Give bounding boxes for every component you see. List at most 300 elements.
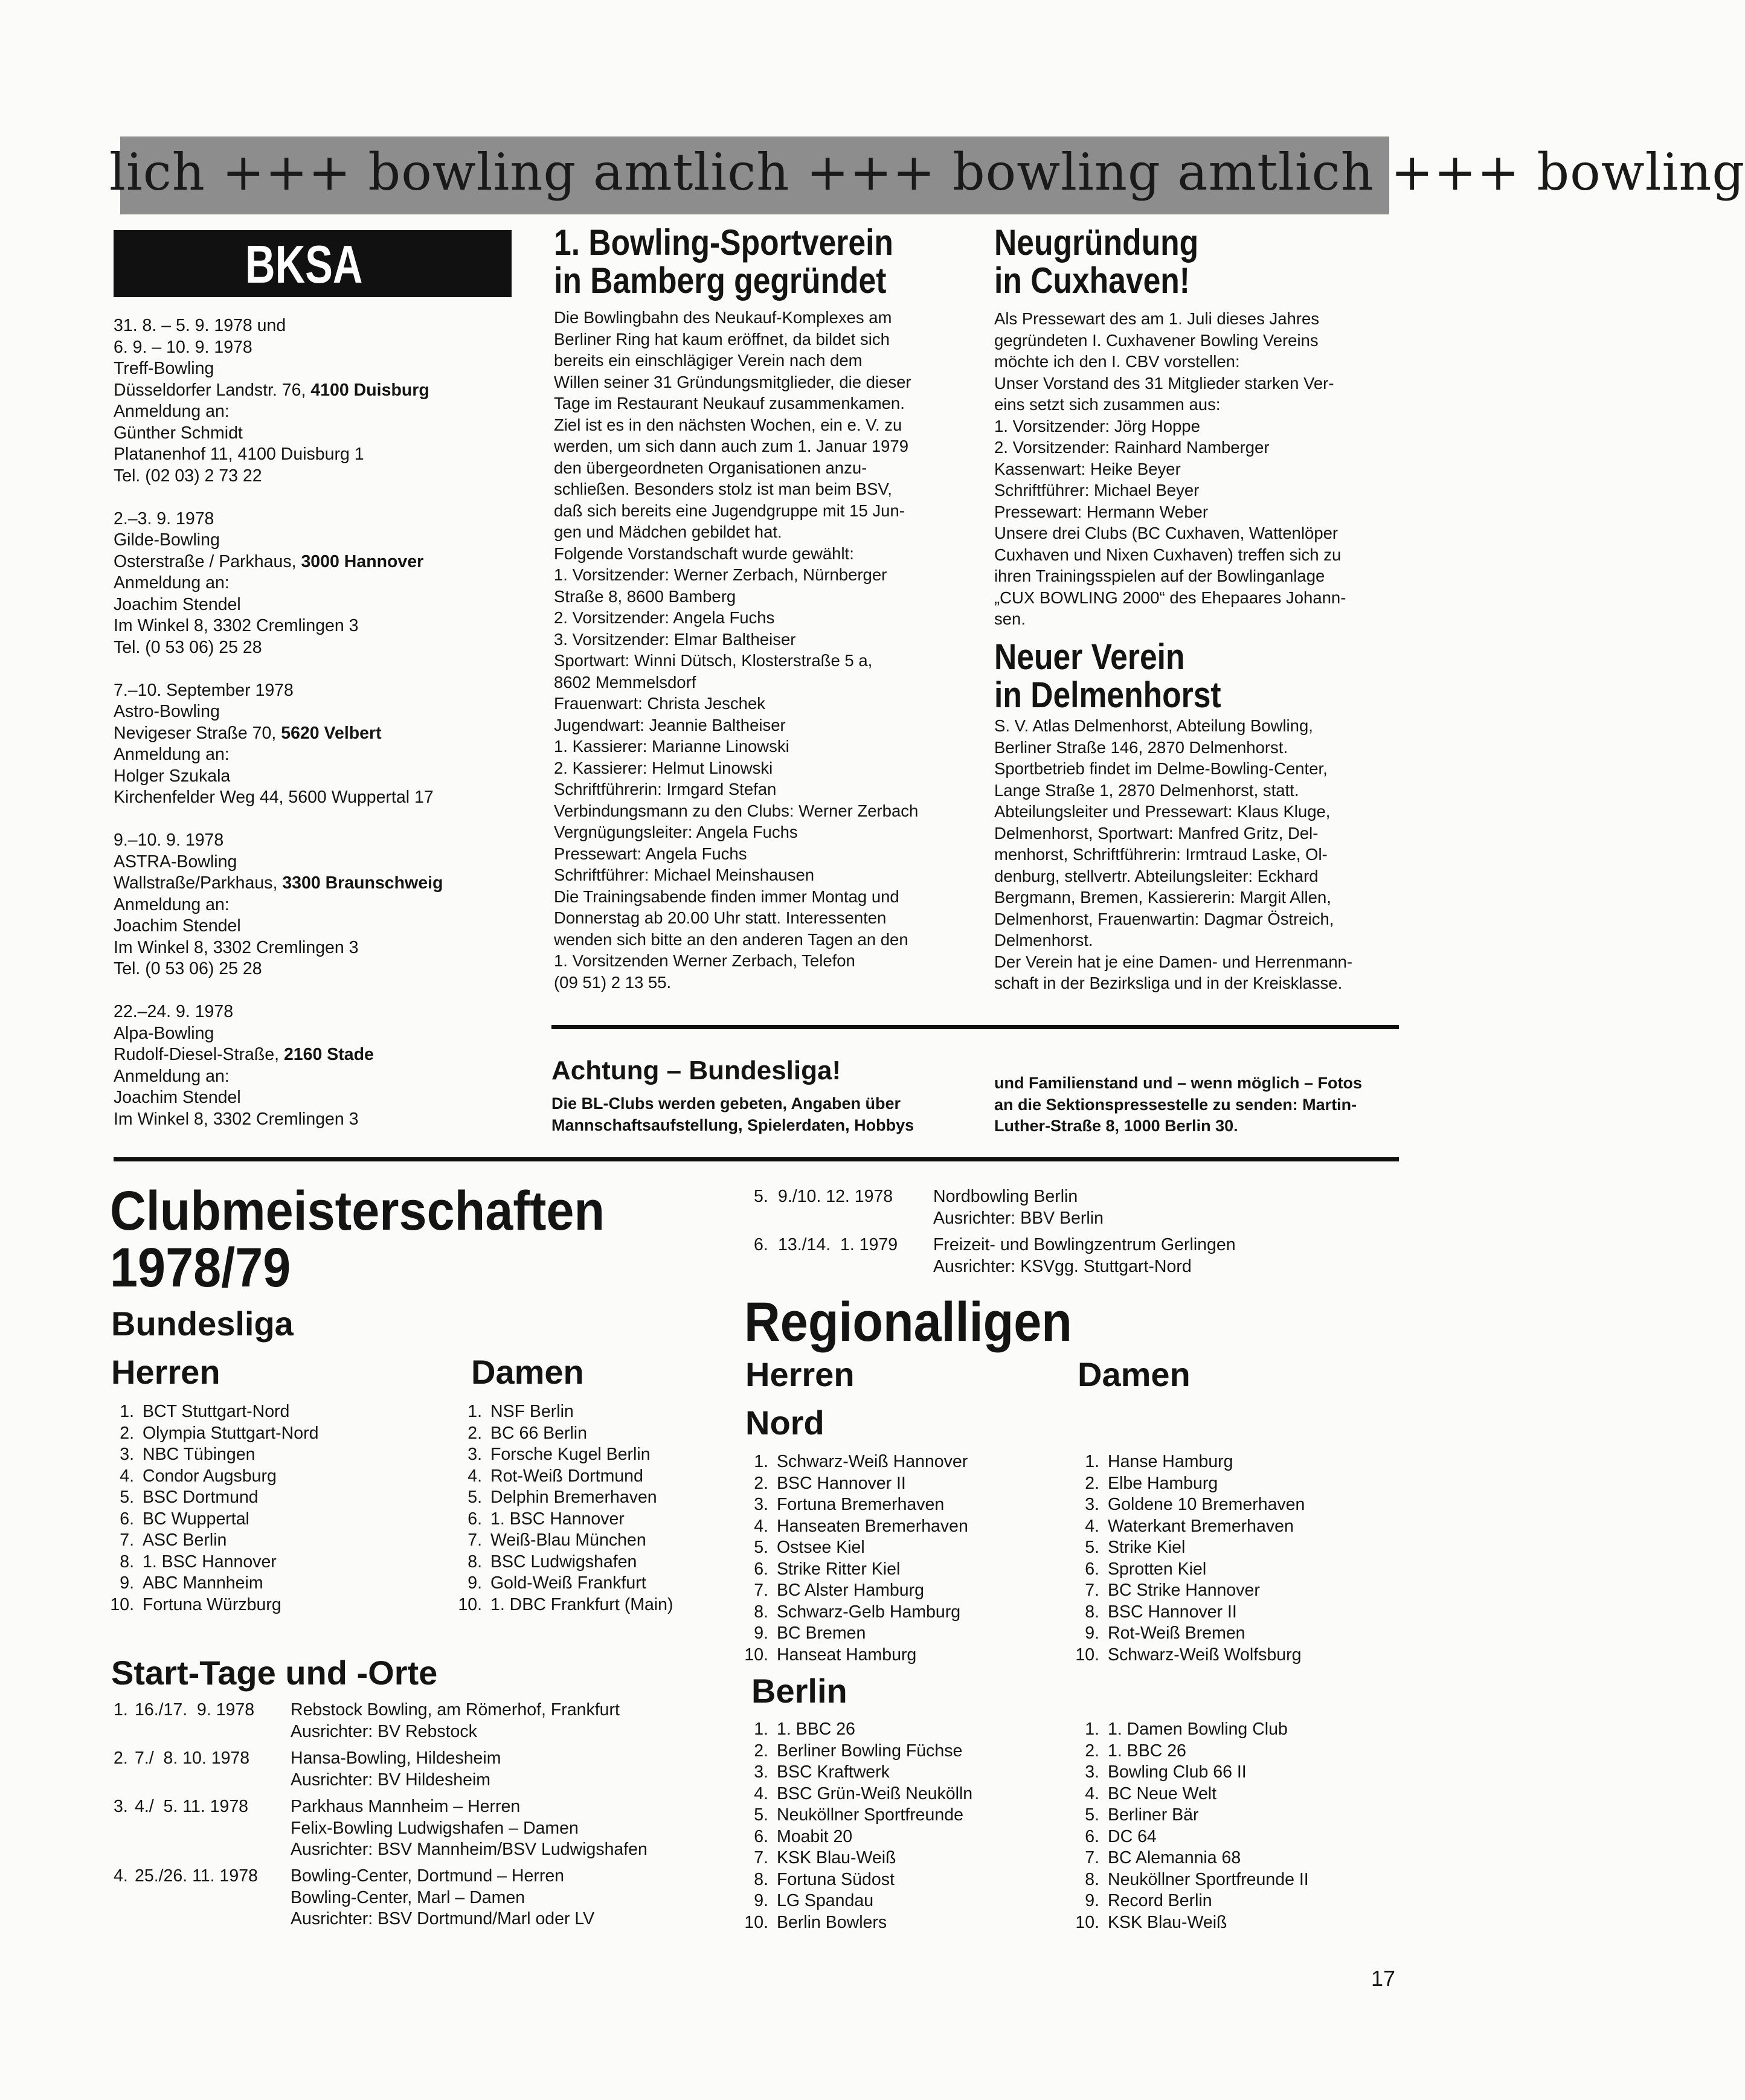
text: „CUX BOWLING 2000“ des Ehepaares Johann- (994, 588, 1346, 607)
text-line (114, 894, 443, 916)
text-line (994, 737, 1352, 759)
list-item (1073, 1741, 1309, 1762)
text: Im Winkel 8, 3302 Cremlingen 3 (114, 616, 359, 635)
text-line (994, 394, 1346, 416)
round-date: 16./17. 9. 1978 (135, 1700, 255, 1719)
text: 2.–3. 9. 1978 (114, 509, 214, 528)
text: denburg, stellvertr. Abteilungsleiter: Eckhard (994, 866, 1319, 885)
rank: 1. (468, 1402, 482, 1421)
text-line (554, 714, 918, 736)
text-line (554, 543, 918, 565)
text: 31. 8. – 5. 9. 1978 und (114, 316, 286, 335)
rank: 4. (754, 1516, 768, 1536)
text: Donnerstag ab 20.00 Uhr statt. Interessenten (554, 908, 887, 927)
rank: 5. (1085, 1538, 1099, 1557)
text: 2. Kassierer: Helmut Linowski (554, 758, 773, 777)
text: Bergmann, Bremen, Kassiererin: Margit Allen, (994, 888, 1331, 907)
text: Als Pressewart des am 1. Juli dieses Jahres (994, 309, 1319, 328)
list-item (742, 1826, 972, 1848)
list-item (455, 1466, 673, 1488)
text-line (994, 972, 1352, 994)
list-item (455, 1509, 673, 1530)
bksa-tournament-list (114, 315, 443, 1130)
text: 22.–24. 9. 1978 (114, 1002, 234, 1021)
text: möchte ich den I. CBV vorstellen: (994, 352, 1240, 371)
team-name: Gold-Weiß Frankfurt (490, 1573, 646, 1593)
text: 1. Vorsitzender: Werner Zerbach, Nürnberger (554, 565, 887, 584)
text-line (994, 887, 1352, 908)
text-line (114, 701, 443, 723)
list-item (1073, 1719, 1309, 1741)
text-line (114, 937, 443, 959)
cuxhaven-article (994, 308, 1346, 630)
rank: 2. (468, 1423, 482, 1443)
rank: 9. (120, 1573, 134, 1593)
list-item (742, 1473, 968, 1495)
bundesliga-damen-heading: Damen (471, 1353, 584, 1391)
text: Anmeldung an: (114, 573, 230, 592)
text: Joachim Stendel (114, 594, 241, 614)
text: schaft in der Bezirksliga und in der Kreisklasse. (994, 974, 1343, 992)
text-line (114, 315, 443, 337)
rank: 3. (468, 1445, 482, 1464)
text: Pressewart: Angela Fuchs (554, 844, 747, 863)
text: Anmeldung an: (114, 745, 230, 764)
text-line (994, 608, 1346, 630)
spacer (114, 980, 443, 1002)
text: Unser Vorstand des 31 Mitglieder starken Ver- (994, 373, 1334, 393)
text-line (114, 423, 443, 445)
rank: 8. (468, 1552, 482, 1572)
round-date: 7./ 8. 10. 1978 (135, 1748, 250, 1768)
text-line (554, 414, 918, 436)
team-name: BC Neue Welt (1108, 1784, 1217, 1803)
spacer (114, 487, 443, 509)
rank: 5. (120, 1488, 134, 1507)
list-item (742, 1623, 968, 1645)
text: bereits ein einschlägiger Verein nach dem (554, 351, 863, 370)
rank: 10. (744, 1645, 768, 1665)
round-date: 9./10. 12. 1978 (778, 1187, 893, 1206)
text-line (114, 444, 443, 466)
achtung-text-left (551, 1093, 914, 1136)
venue-line: Parkhaus Mannheim – Herren (291, 1797, 521, 1816)
text: 9.–10. 9. 1978 (114, 830, 224, 850)
text-line (994, 351, 1346, 373)
text: Nevigeser Straße 70, (114, 723, 281, 743)
list-item (742, 1805, 972, 1826)
team-name: Sprotten Kiel (1108, 1559, 1207, 1579)
text-line (994, 587, 1346, 609)
team-name: Berlin Bowlers (777, 1912, 887, 1932)
text: Alpa-Bowling (114, 1023, 214, 1043)
rank: 7. (468, 1530, 482, 1550)
text-line (554, 521, 918, 543)
rank: 6. (754, 1559, 768, 1579)
team-name: Hanse Hamburg (1108, 1452, 1233, 1471)
text: 7.–10. September 1978 (114, 680, 294, 700)
text-line (554, 800, 918, 822)
rank: 4. (1085, 1516, 1099, 1536)
list-item (1073, 1580, 1305, 1602)
list-item (455, 1594, 673, 1616)
text: Delmenhorst, Sportwart: Manfred Gritz, Del- (994, 823, 1319, 843)
round-number: 5. (754, 1187, 768, 1206)
text: ASTRA-Bowling (114, 852, 237, 872)
rank: 9. (1085, 1623, 1099, 1643)
text-line (114, 744, 443, 766)
text-line (554, 693, 918, 714)
venue-line: Rebstock Bowling, am Römerhof, Frankfurt (291, 1700, 620, 1719)
team-name: NBC Tübingen (143, 1445, 255, 1464)
text: 2. Vorsitzender: Rainhard Namberger (994, 438, 1270, 457)
text: Schriftführer: Michael Beyer (994, 481, 1200, 499)
rank: 7. (754, 1848, 768, 1867)
rank: 8. (754, 1602, 768, 1622)
text-line (114, 873, 443, 894)
clubmeisterschaften-title: Clubmeisterschaften 1978/79 (110, 1180, 605, 1299)
list-item (1073, 1645, 1305, 1666)
text-line (114, 530, 443, 551)
rank: 1. (1085, 1452, 1099, 1471)
list-item (108, 1573, 318, 1594)
rank: 10. (744, 1912, 768, 1932)
list-item (455, 1530, 673, 1552)
rank: 10. (1075, 1645, 1099, 1665)
schedule-entry (114, 1700, 718, 1742)
text: Pressewart: Hermann Weber (994, 502, 1209, 521)
round-number: 2. (114, 1748, 128, 1768)
text-line (994, 1073, 1362, 1094)
team-name: DC 64 (1108, 1826, 1157, 1846)
text: sen. (994, 609, 1026, 628)
rank: 4. (468, 1466, 482, 1486)
team-name: Forsche Kugel Berlin (490, 1445, 651, 1464)
list-item (1073, 1559, 1305, 1581)
regionalligen-title: Regionalligen (744, 1291, 1072, 1353)
text: Delmenhorst. (994, 931, 1093, 949)
text: Cuxhaven und Nixen Cuxhaven) treffen sich zu (994, 545, 1342, 564)
text: ihren Trainingsspielen auf der Bowlinganlage (994, 567, 1325, 585)
text-line (994, 308, 1346, 330)
venue-line: Ausrichter: BBV Berlin (933, 1208, 1104, 1228)
text-line (554, 371, 918, 393)
rank: 5. (468, 1488, 482, 1507)
list-item (742, 1645, 968, 1666)
team-name: Schwarz-Weiß Wolfsburg (1108, 1645, 1302, 1665)
team-name: Rot-Weiß Dortmund (490, 1466, 643, 1486)
team-name: ASC Berlin (143, 1530, 227, 1550)
text-line (114, 680, 443, 702)
venue-line: Ausrichter: BSV Mannheim/BSV Ludwigshafen (291, 1840, 648, 1859)
text-line (554, 757, 918, 779)
cuxhaven-headline: Neugründung in Cuxhaven! (994, 222, 1199, 301)
achtung-text-right (994, 1073, 1362, 1137)
text-line (114, 830, 443, 852)
text: 1. Kassierer: Marianne Linowski (554, 737, 789, 756)
team-name: Fortuna Bremerhaven (777, 1495, 945, 1514)
text-line (994, 437, 1346, 458)
team-name: 1. BSC Hannover (490, 1509, 625, 1529)
text: Lange Straße 1, 2870 Delmenhorst, statt. (994, 780, 1299, 800)
text: Platanenhof 11, 4100 Duisburg 1 (114, 445, 364, 464)
team-name: Neuköllner Sportfreunde (777, 1805, 963, 1825)
text: den übergeordneten Organisationen anzu- (554, 458, 867, 477)
text: Die BL-Clubs werden gebeten, Angaben über (551, 1094, 901, 1113)
list-item (742, 1516, 968, 1538)
team-name: Hanseaten Bremerhaven (777, 1516, 968, 1536)
text-line (994, 501, 1346, 523)
text: Schriftführerin: Irmgard Stefan (554, 780, 777, 798)
rank: 4. (120, 1466, 134, 1486)
list-item (455, 1423, 673, 1445)
team-name: BSC Dortmund (143, 1488, 259, 1507)
rank: 1. (754, 1719, 768, 1739)
text-line (114, 401, 443, 423)
text-line (114, 787, 443, 809)
berlin-herren-list (742, 1719, 972, 1933)
text-line (554, 393, 918, 414)
list-item (1073, 1848, 1309, 1869)
text: Luther-Straße 8, 1000 Berlin 30. (994, 1117, 1238, 1135)
list-item (108, 1466, 318, 1488)
list-item (455, 1552, 673, 1573)
rank: 7. (1085, 1848, 1099, 1867)
text: Astro-Bowling (114, 702, 220, 721)
team-name: BC Alemannia 68 (1108, 1848, 1241, 1867)
venue-line: Felix-Bowling Ludwigshafen – Damen (291, 1818, 579, 1838)
team-name: 1. BBC 26 (777, 1719, 855, 1739)
text: Unsere drei Clubs (BC Cuxhaven, Wattenlöper (994, 524, 1338, 542)
list-item (108, 1487, 318, 1509)
team-name: 1. DBC Frankfurt (Main) (490, 1594, 673, 1614)
bundesliga-herren-heading: Herren (111, 1353, 220, 1391)
text-line (554, 457, 918, 479)
spacer (114, 658, 443, 680)
text-line (994, 951, 1352, 973)
team-name: Rot-Weiß Bremen (1108, 1623, 1245, 1643)
text-line (551, 1093, 914, 1115)
team-name: BSC Kraftwerk (777, 1762, 890, 1782)
text-line (994, 522, 1346, 544)
text: Frauenwart: Christa Jeschek (554, 694, 765, 713)
schedule-entry (754, 1235, 1358, 1277)
text-line (114, 1001, 443, 1023)
rank: 4. (754, 1784, 768, 1803)
list-item (742, 1762, 972, 1784)
rank: 2. (754, 1473, 768, 1493)
team-name: Bowling Club 66 II (1108, 1762, 1247, 1782)
nord-herren-list (742, 1451, 968, 1666)
text: Verbindungsmann zu den Clubs: Werner Zerbach (554, 801, 919, 820)
team-name: Olympia Stuttgart-Nord (143, 1423, 319, 1443)
rank: 5. (754, 1538, 768, 1557)
text-line (114, 1087, 443, 1109)
text: Treff-Bowling (114, 359, 214, 378)
rank: 7. (1085, 1581, 1099, 1600)
rank: 8. (754, 1869, 768, 1889)
rank: 1. (120, 1402, 134, 1421)
rank: 3. (754, 1495, 768, 1514)
venue-line: Hansa-Bowling, Hildesheim (291, 1748, 501, 1768)
rank: 3. (1085, 1762, 1099, 1782)
text: Tel. (0 53 06) 25 28 (114, 637, 262, 657)
text: Kirchenfelder Weg 44, 5600 Wuppertal 17 (114, 788, 434, 807)
text-line (554, 650, 918, 672)
list-item (742, 1494, 968, 1516)
text: Wallstraße/Parkhaus, (114, 873, 283, 893)
list-item (742, 1580, 968, 1602)
list-item (1073, 1537, 1305, 1559)
list-item (742, 1741, 972, 1762)
venue-line: Bowling-Center, Dortmund – Herren (291, 1866, 565, 1886)
text: Ziel ist es in den nächsten Wochen, ein e. V. zu (554, 415, 902, 434)
text: Anmeldung an: (114, 894, 230, 914)
venue-line: Bowling-Center, Marl – Damen (291, 1887, 525, 1907)
rank: 3. (754, 1762, 768, 1782)
text: 3. Vorsitzender: Elmar Baltheiser (554, 629, 796, 649)
text: Delmenhorst, Frauenwartin: Dagmar Östreich, (994, 909, 1334, 928)
text: menhorst, Schriftführerin: Irmtraud Laske, Ol- (994, 845, 1328, 864)
page-number: 17 (1371, 1966, 1396, 1991)
text: 2. Vorsitzender: Angela Fuchs (554, 608, 775, 627)
rank: 8. (1085, 1602, 1099, 1622)
text-line (994, 480, 1346, 501)
text: Günther Schmidt (114, 423, 243, 443)
rank: 2. (1085, 1473, 1099, 1493)
rank: 9. (1085, 1891, 1099, 1910)
list-item (1073, 1451, 1305, 1473)
list-item (742, 1559, 968, 1581)
text-line (994, 758, 1352, 780)
rank: 8. (120, 1552, 134, 1572)
team-name: 1. BBC 26 (1108, 1741, 1186, 1761)
rank: 4. (1085, 1784, 1099, 1803)
text-line (994, 823, 1352, 844)
text-line (554, 929, 918, 951)
text-line (114, 1109, 443, 1131)
list-item (1073, 1890, 1309, 1912)
text-line (554, 950, 918, 972)
text: Jugendwart: Jeannie Baltheiser (554, 715, 786, 734)
text: Abteilungsleiter und Pressewart: Klaus Kluge, (994, 802, 1331, 821)
list-item (1073, 1473, 1305, 1495)
list-item (1073, 1494, 1305, 1516)
start-tage-heading: Start-Tage und -Orte (111, 1654, 438, 1692)
text-line (994, 565, 1346, 587)
text-line (554, 821, 918, 843)
text-line (994, 544, 1346, 566)
round-number: 1. (114, 1700, 128, 1719)
venue-line: Ausrichter: BSV Dortmund/Marl oder LV (291, 1909, 595, 1928)
list-item (1073, 1912, 1309, 1934)
list-item (742, 1848, 972, 1869)
text-line (114, 337, 443, 359)
text-line (114, 637, 443, 659)
list-item (742, 1451, 968, 1473)
team-name: Goldene 10 Bremerhaven (1108, 1495, 1305, 1514)
start-schedule (114, 1700, 718, 1953)
divider (551, 1025, 1399, 1029)
rank: 9. (468, 1573, 482, 1593)
text-line (114, 916, 443, 937)
text-line (551, 1115, 914, 1137)
team-name: BC 66 Berlin (490, 1423, 587, 1443)
text-line (554, 864, 918, 886)
text: (09 51) 2 13 55. (554, 972, 672, 992)
text-line (554, 564, 918, 586)
bundesliga-heading: Bundesliga (111, 1305, 294, 1343)
text: Schriftführer: Michael Meinshausen (554, 865, 815, 884)
team-name: Delphin Bremerhaven (490, 1488, 657, 1507)
team-name: Weiß-Blau München (490, 1530, 646, 1550)
achtung-headline: Achtung – Bundesliga! (551, 1056, 841, 1085)
rank: 2. (754, 1741, 768, 1761)
text: Willen seiner 31 Gründungsmitglieder, die dieser (554, 372, 911, 391)
round-date: 4./ 5. 11. 1978 (135, 1797, 249, 1816)
schedule-entry (114, 1748, 718, 1791)
team-name: BC Strike Hannover (1108, 1581, 1260, 1600)
rank: 3. (120, 1445, 134, 1464)
text-line (554, 329, 918, 350)
team-name: Neuköllner Sportfreunde II (1108, 1869, 1309, 1889)
team-name: BC Wuppertal (143, 1509, 249, 1529)
text: Die Trainingsabende finden immer Montag und (554, 887, 899, 906)
text-line (994, 458, 1346, 480)
text-line (114, 766, 443, 788)
venue-line: Nordbowling Berlin (933, 1187, 1078, 1206)
text-line (554, 307, 918, 329)
list-item (742, 1537, 968, 1559)
text: Im Winkel 8, 3302 Cremlingen 3 (114, 937, 359, 957)
list-item (108, 1423, 318, 1445)
text: Die Bowlingbahn des Neukauf-Komplexes am (554, 308, 892, 327)
text: Vergnügungsleiter: Angela Fuchs (554, 823, 798, 841)
city: 5620 Velbert (281, 723, 382, 743)
text-line (554, 629, 918, 650)
text-line (554, 500, 918, 522)
text: daß sich bereits eine Jugendgruppe mit 15 Jun- (554, 501, 905, 520)
city: 2160 Stade (283, 1045, 374, 1064)
text: Holger Szukala (114, 766, 231, 786)
city: 4100 Duisburg (310, 380, 429, 400)
bundesliga-herren-list (108, 1401, 318, 1616)
list-item (455, 1401, 673, 1423)
text: Tel. (02 03) 2 73 22 (114, 466, 262, 486)
spacer (114, 809, 443, 830)
team-name: Berliner Bowling Füchse (777, 1741, 963, 1761)
text: Osterstraße / Parkhaus, (114, 551, 301, 571)
nord-damen-list (1073, 1451, 1305, 1666)
team-name: BSC Ludwigshafen (490, 1552, 637, 1572)
list-item (108, 1594, 318, 1616)
round-date: 13./14. 1. 1979 (778, 1235, 898, 1254)
text-line (994, 715, 1352, 737)
city: 3300 Braunschweig (282, 873, 443, 893)
team-name: ABC Mannheim (143, 1573, 263, 1593)
list-item (1073, 1869, 1309, 1891)
venue-line: Ausrichter: BV Rebstock (291, 1721, 477, 1741)
text: Straße 8, 8600 Bamberg (554, 586, 736, 606)
text: Tage im Restaurant Neukauf zusammenkamen. (554, 394, 905, 413)
text: werden, um sich dann auch zum 1. Januar 1979 (554, 437, 909, 455)
list-item (1073, 1826, 1309, 1848)
rank: 6. (1085, 1826, 1099, 1846)
team-name: Strike Kiel (1108, 1538, 1186, 1557)
team-name: BSC Hannover II (1108, 1602, 1237, 1622)
list-item (1073, 1602, 1305, 1623)
venue-line: Freizeit- und Bowlingzentrum Gerlingen (933, 1235, 1236, 1254)
